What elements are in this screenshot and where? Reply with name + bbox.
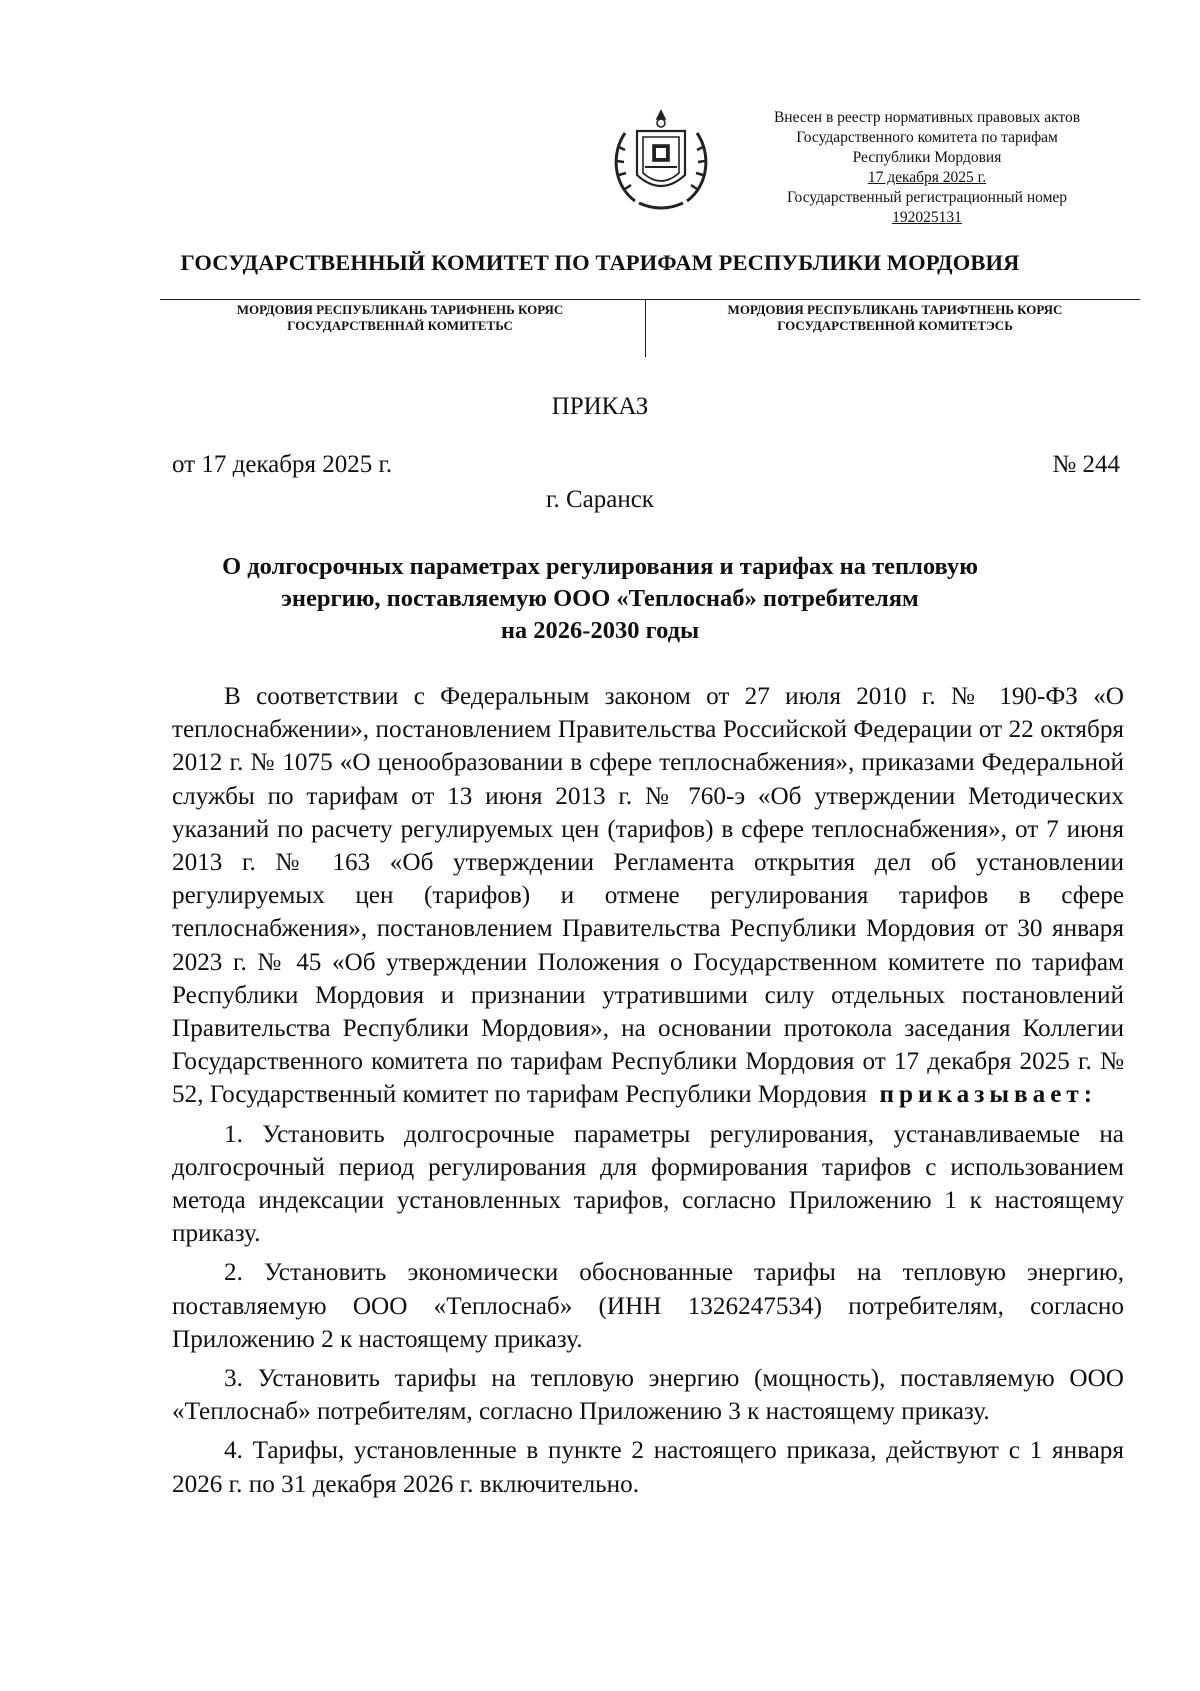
header-divider [160,299,1140,300]
order-title-line: энергию, поставляемую ООО «Теплоснаб» потребителям [281,585,919,612]
registry-line: Государственного комитета по тарифам [796,129,1058,146]
order-city: г. Саранск [546,486,654,513]
registry-line: Внесен в реестр нормативных правовых актов [773,109,1081,126]
order-number: № 244 [1052,451,1120,478]
order-title [120,551,1080,647]
registry-number: 192025131 [892,209,962,226]
order-item-1: 1. Установить долгосрочные параметры регулирования, устанавливаемые на долгосрочный период регулирования для формирования тарифов с использованием метода индексации установленных тарифов, согласно Приложению 1 к настоящему приказу. [172,1120,1124,1248]
header-erzya-line: МОРДОВИЯ РЕСПУБЛИКАНЬ ТАРИФТНЕНЬ КОРЯС [727,302,1063,317]
registry-line: Государственный регистрационный номер [786,189,1068,206]
order-item-3: 3. Установить тарифы на тепловую энергию (мощность), поставляемую ООО «Теплоснаб» потребителям, согласно Приложению 3 к настоящему приказу. [172,1365,1124,1426]
order-date: от 17 декабря 2025 г. [172,451,393,478]
registry-stamp [732,108,1122,228]
registry-date: 17 декабря 2025 г. [867,169,987,186]
document-type: ПРИКАЗ [551,393,649,420]
committee-name-heading: ГОСУДАРСТВЕННЫЙ КОМИТЕТ ПО ТАРИФАМ РЕСПУБЛИКИ МОРДОВИЯ [180,250,1020,275]
header-moksha-line: МОРДОВИЯ РЕСПУБЛИКАНЬ ТАРИФНЕНЬ КОРЯС [236,302,564,317]
header-moksha-name [165,302,635,334]
order-title-line: на 2026-2030 годы [500,617,700,644]
order-item-2: 2. Установить экономически обоснованные тарифы на тепловую энергию, поставляемую ООО «Теплоснаб» (ИНН 1326247534) потребителям, согласно Приложению 2 к настоящему приказу. [172,1259,1124,1353]
order-item-4: 4. Тарифы, установленные в пункте 2 настоящего приказа, действуют с 1 января 2026 г. по 31 декабря 2026 г. включительно. [172,1437,1124,1498]
header-moksha-line: ГОСУДАРСТВЕННАЙ КОМИТЕТЬС [287,318,513,333]
registry-line: Республики Мордовия [852,149,1002,166]
order-body [172,680,1124,1501]
header-erzya-name [655,302,1135,334]
header-column-divider [645,299,646,357]
coat-of-arms-emblem-icon [605,103,717,215]
header-erzya-line: ГОСУДАРСТВЕННОЙ КОМИТЕТЭСЬ [777,318,1013,333]
preamble-text: В соответствии с Федеральным законом от 27 июля 2010 г. № 190-ФЗ «О теплоснабжении», постановлением Правительства Российской Федерации от 22 октября 2012 г. № 1075 «О ценообразовании в сфере теплоснабжения», приказами Федеральной службы по тарифам от 13 июня 2013 г. № 760-э «Об утверждении Методических указаний по расчету регулируемых цен (тарифов) в сфере теплоснабжения», от 7 июня 2013 г. № 163 «Об утверждении Регламента открытия дел об установлении регулируемых цен (тарифов) и отмене регулирования тарифов в сфере теплоснабжения», постановлением Правительства Республики Мордовия от 30 января 2023 г. № 45 «Об утверждении Положения о Государственном комитете по тарифам Республики Мордовия и признании утратившими силу отдельных постановлений Правительства Республики Мордовия», на основании протокола заседания Коллегии Государственного комитета по тарифам Республики Мордовия от 17 декабря 2025 г. № 52, Государственный комитет по тарифам Республики Мордовия [172,683,1124,1109]
orders-word: приказывает: [879,1081,1098,1109]
preamble-paragraph [172,680,1124,1112]
order-title-line: О долгосрочных параметрах регулирования и тарифах на тепловую [222,553,978,580]
